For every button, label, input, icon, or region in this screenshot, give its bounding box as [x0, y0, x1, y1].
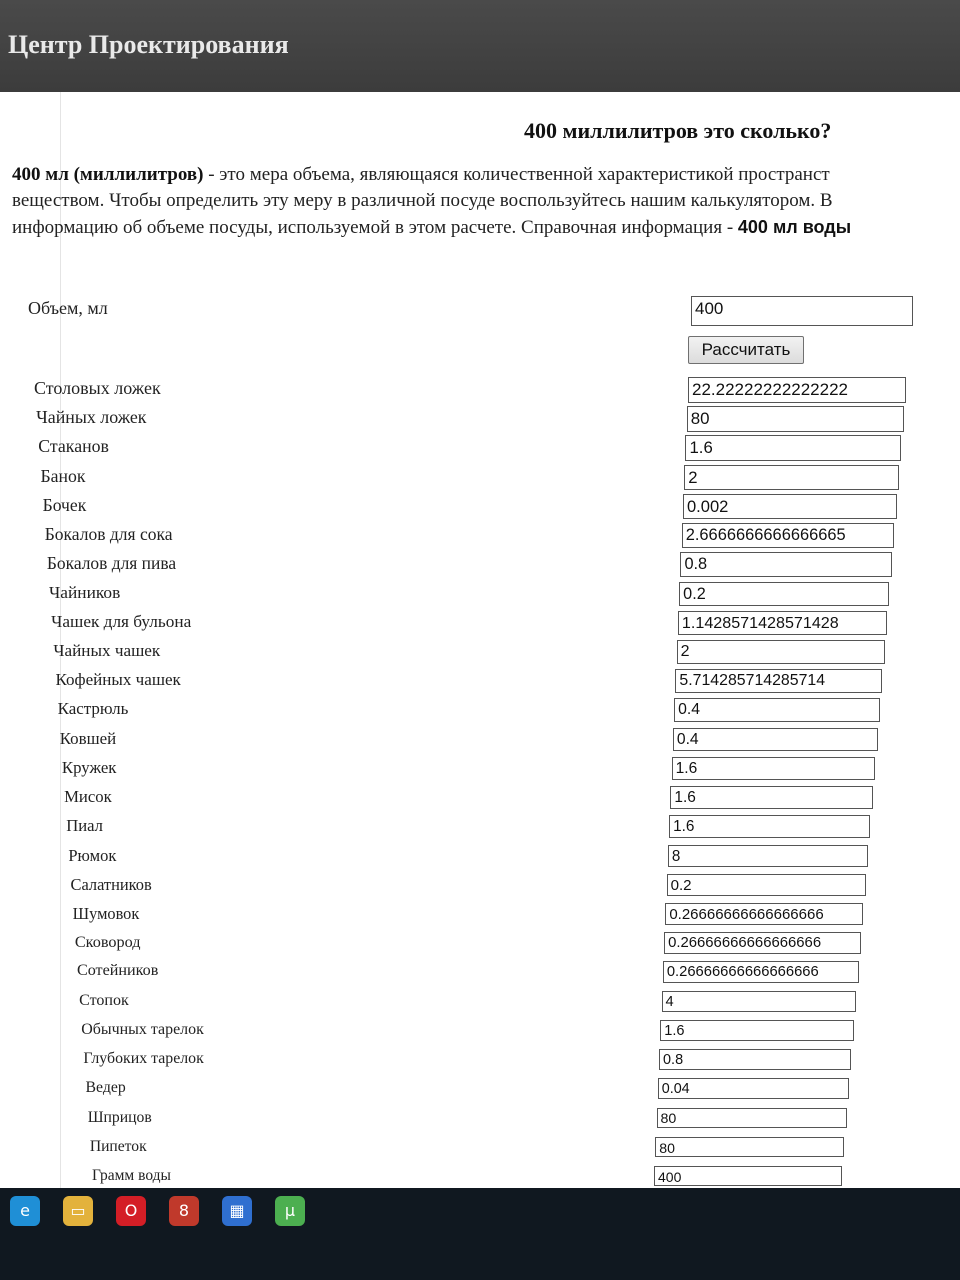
result-label: Ведер	[85, 1079, 126, 1097]
intro-line-2: веществом. Чтобы определить эту меру в различной посуде воспользуйтесь нашим калькулятором. В	[12, 190, 833, 211]
result-label: Сковород	[74, 933, 141, 952]
opera-icon[interactable]: O	[116, 1196, 146, 1226]
result-field[interactable]: 22.22222222222222	[688, 377, 906, 403]
page-title: 400 миллилитров это сколько?	[524, 118, 832, 143]
app-8-icon[interactable]: 8	[169, 1196, 199, 1226]
result-field[interactable]: 0.4	[674, 698, 880, 722]
calculator-icon[interactable]: ▦	[222, 1196, 252, 1226]
result-label: Пипеток	[89, 1137, 147, 1155]
result-field[interactable]: 2	[677, 640, 885, 664]
result-label: Обычных тарелок	[81, 1020, 204, 1038]
result-field[interactable]: 0.002	[683, 494, 897, 519]
result-field[interactable]: 8	[668, 845, 868, 867]
result-field[interactable]: 80	[657, 1108, 847, 1128]
site-title[interactable]: Центр Проектирования	[8, 30, 289, 59]
result-label: Сотейников	[76, 962, 159, 980]
result-label: Бочек	[42, 494, 87, 515]
result-label: Глубоких тарелок	[83, 1050, 204, 1068]
result-label: Чайных чашек	[53, 641, 161, 660]
calculate-button[interactable]: Рассчитать	[688, 336, 804, 364]
result-label: Кастрюль	[57, 699, 129, 719]
file-explorer-icon[interactable]: ▭	[63, 1196, 93, 1226]
result-label: Шприцов	[87, 1108, 152, 1126]
result-field[interactable]: 0.2	[679, 582, 889, 606]
result-label: Салатников	[70, 874, 152, 894]
result-label: Ковшей	[59, 728, 117, 748]
volume-input[interactable]: 400	[691, 296, 913, 326]
result-label: Грамм воды	[92, 1167, 171, 1184]
result-field[interactable]: 0.8	[659, 1049, 851, 1070]
result-label: Шумовок	[72, 904, 140, 923]
result-field[interactable]: 1.1428571428571428	[678, 611, 887, 635]
result-label: Пиал	[66, 816, 103, 836]
result-field[interactable]: 80	[655, 1137, 844, 1157]
result-label: Столовых ложек	[34, 378, 161, 398]
result-field[interactable]: 0.2	[667, 874, 866, 896]
volume-label: Объем, мл	[28, 298, 108, 318]
result-field[interactable]: 0.4	[673, 728, 878, 751]
result-label: Банок	[40, 465, 86, 486]
result-field[interactable]: 1.6	[672, 757, 876, 780]
left-margin-drawing	[0, 92, 61, 1188]
intro-text	[12, 162, 960, 241]
result-label: Чайников	[49, 582, 121, 602]
result-field[interactable]: 1.6	[685, 435, 901, 461]
result-field[interactable]: 2.6666666666666665	[682, 523, 894, 548]
result-label: Бокалов для пива	[46, 553, 177, 574]
site-header	[0, 0, 960, 92]
result-field[interactable]: 0.8	[680, 552, 891, 577]
result-label: Стопок	[79, 991, 129, 1009]
intro-bold-water[interactable]: 400 мл воды	[737, 217, 852, 237]
result-label: Стаканов	[38, 436, 109, 457]
edge-icon[interactable]: e	[10, 1196, 40, 1226]
result-label: Рюмок	[68, 845, 117, 865]
utorrent-icon[interactable]: µ	[275, 1196, 305, 1226]
result-field[interactable]: 0.26666666666666666	[663, 961, 859, 983]
result-field[interactable]: 4	[662, 991, 857, 1012]
result-field[interactable]: 400	[654, 1166, 842, 1186]
result-label: Чайных ложек	[36, 407, 147, 428]
result-field[interactable]: 2	[684, 465, 899, 490]
taskbar	[0, 1188, 960, 1280]
result-field[interactable]: 0.26666666666666666	[664, 932, 861, 954]
result-label: Мисок	[64, 787, 112, 807]
result-field[interactable]: 5.714285714285714	[675, 669, 882, 693]
result-field[interactable]: 0.26666666666666666	[665, 903, 863, 925]
result-label: Бокалов для сока	[44, 524, 173, 545]
result-label: Чашек для бульона	[51, 611, 192, 631]
intro-bold-term: 400 мл (миллилитров)	[12, 164, 204, 185]
result-field[interactable]: 1.6	[660, 1020, 854, 1041]
result-field[interactable]: 80	[687, 406, 904, 432]
intro-line-1: 400 мл (миллилитров) - это мера объема, являющаяся количественной характеристикой пространст	[12, 164, 830, 185]
intro-line-3: информацию об объеме посуды, используемой в этом расчете. Справочная информация - 400 мл воды	[12, 217, 852, 238]
result-label: Кружек	[61, 757, 117, 777]
result-field[interactable]: 1.6	[670, 786, 872, 809]
result-field[interactable]: 1.6	[669, 815, 870, 838]
result-field[interactable]: 0.04	[658, 1078, 849, 1099]
page-content	[0, 92, 960, 1188]
result-label: Кофейных чашек	[55, 670, 181, 690]
